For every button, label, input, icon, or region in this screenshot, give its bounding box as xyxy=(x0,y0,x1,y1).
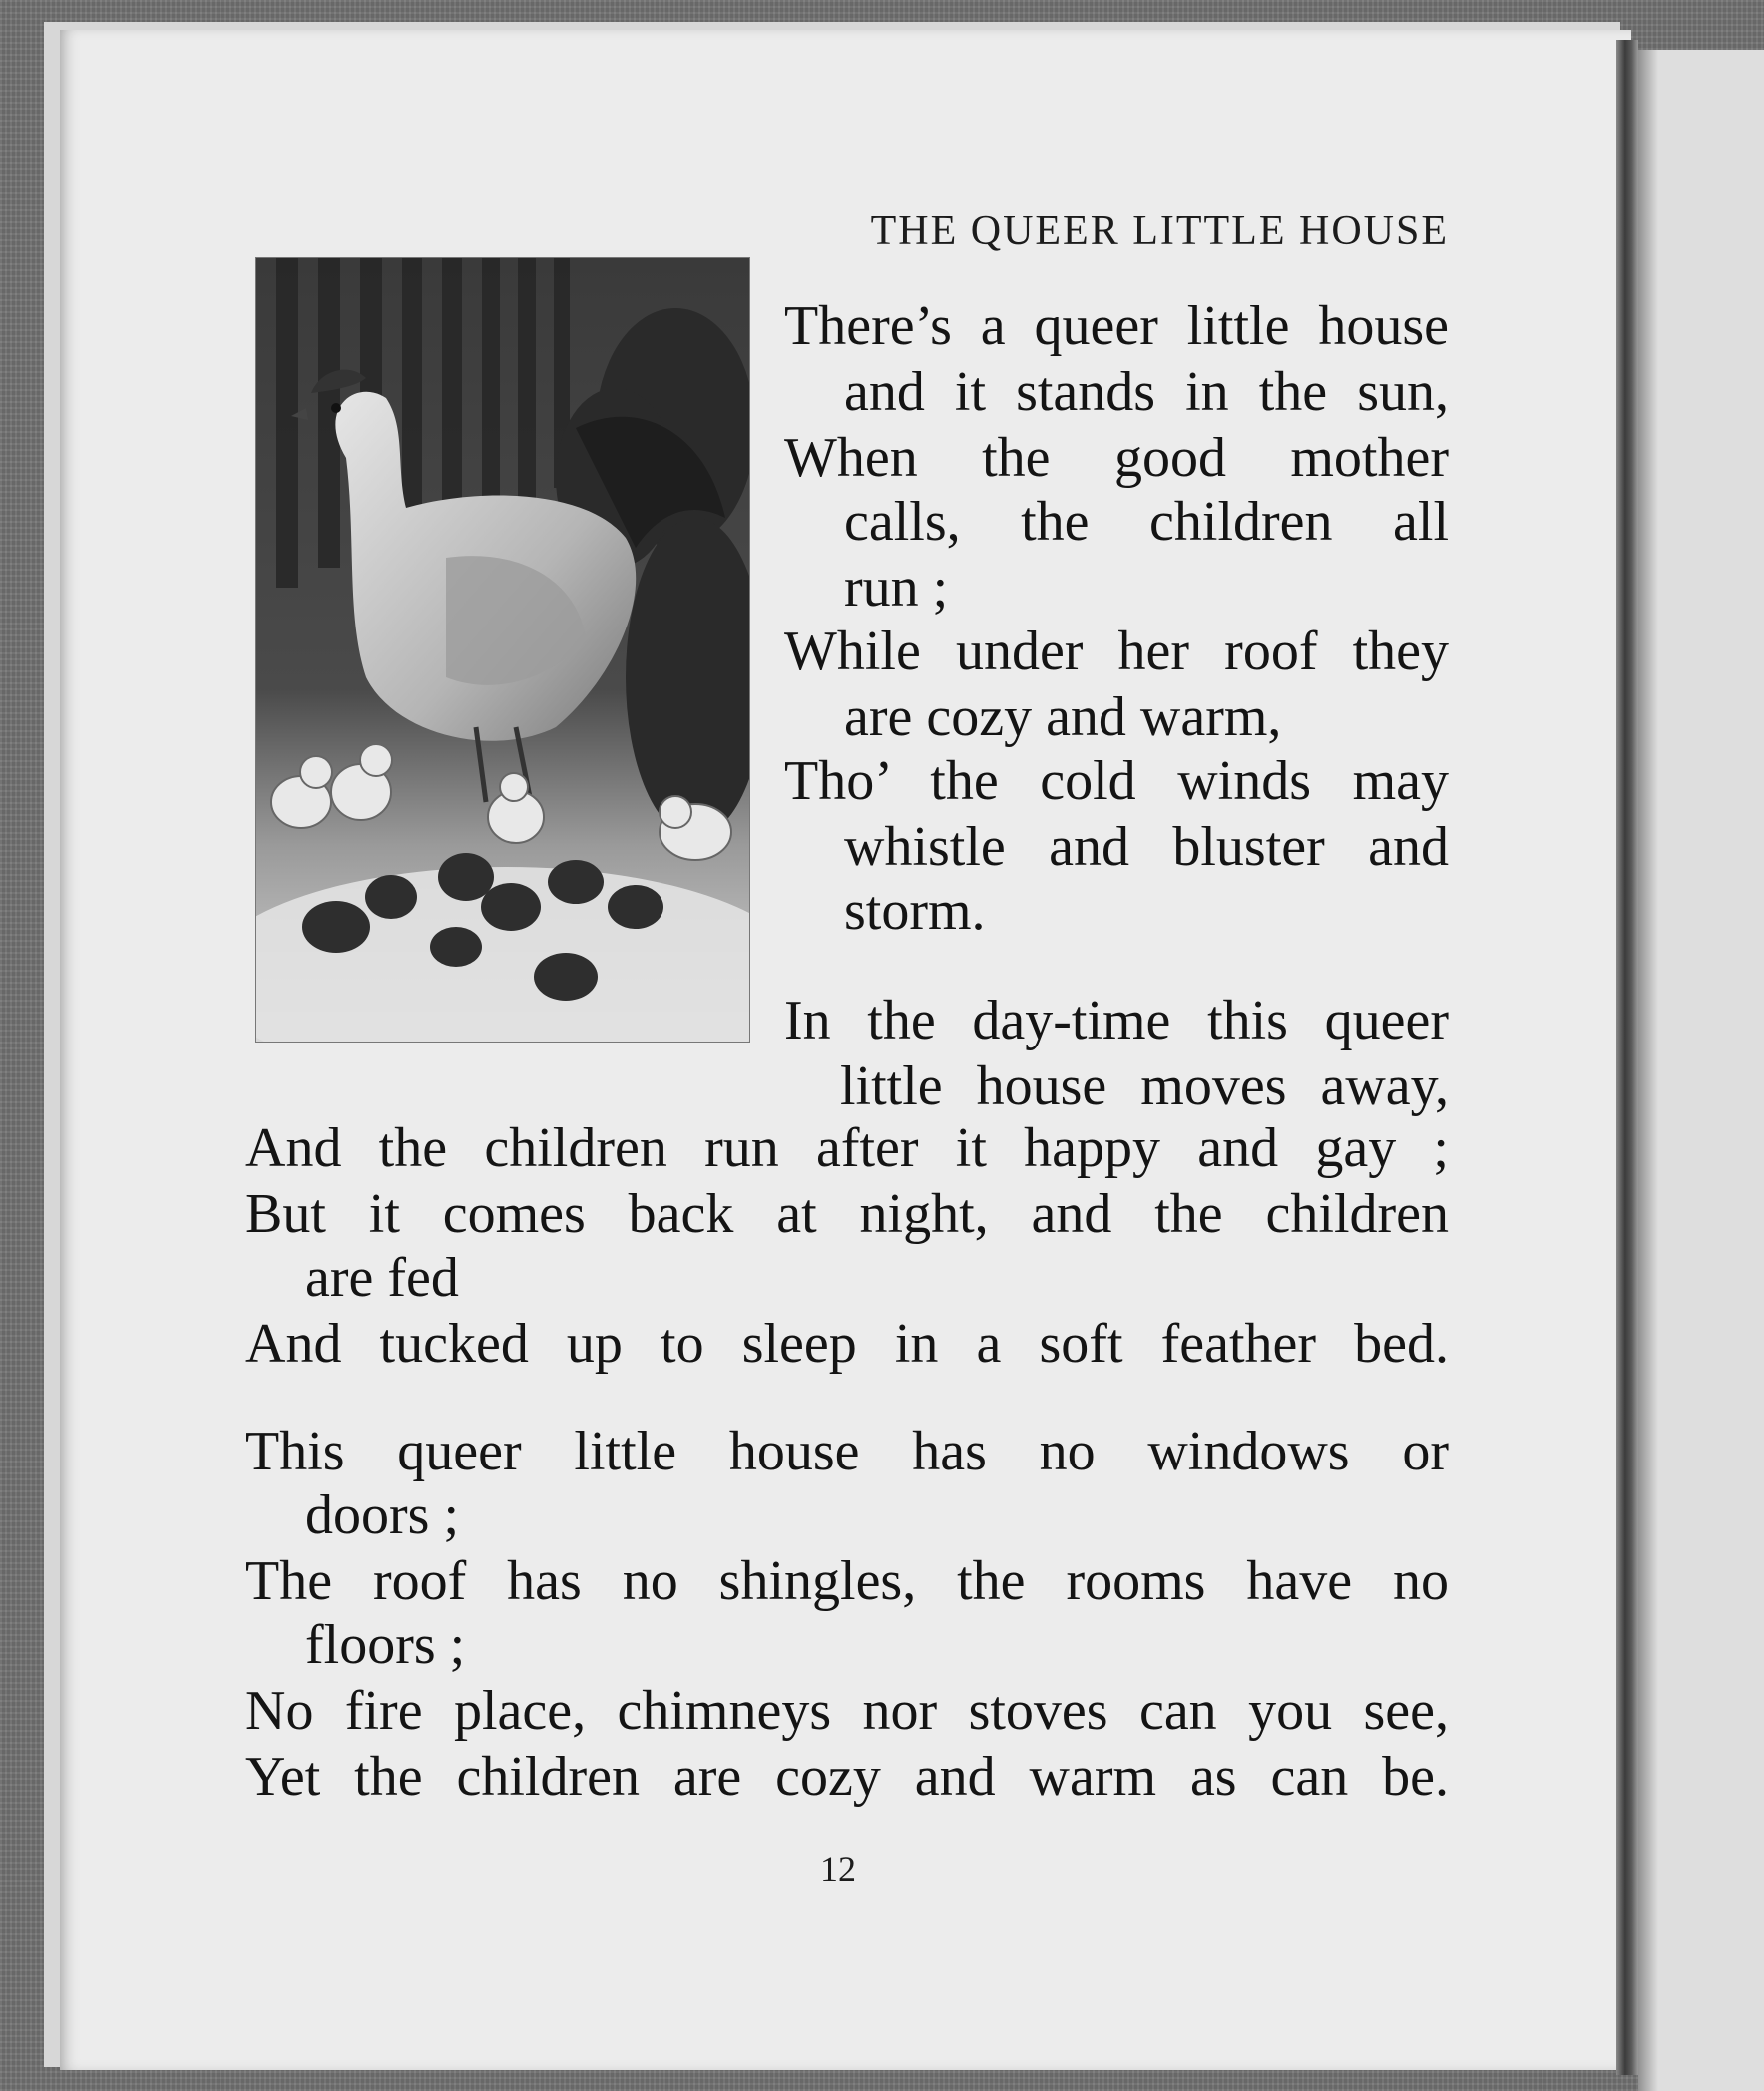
poem-line: floors ; xyxy=(305,1614,466,1676)
poem-line: When the good mother xyxy=(784,427,1449,489)
hen-and-chicks-image xyxy=(256,258,749,1042)
hen-and-chicks-illustration xyxy=(255,257,750,1043)
poem-line: whistle and bluster and xyxy=(844,816,1449,878)
poem-line: No fire place, chimneys nor stoves can you see, xyxy=(245,1680,1449,1742)
poem-line: While under her roof they xyxy=(784,621,1449,682)
poem-line: There’s a queer little house xyxy=(784,295,1449,357)
page-title: THE QUEER LITTLE HOUSE xyxy=(870,209,1449,254)
poem-line: and it stands in the sun, xyxy=(844,361,1449,423)
poem-line: Yet the children are cozy and warm as can be. xyxy=(245,1746,1449,1808)
poem-line: little house moves away, xyxy=(840,1055,1449,1117)
poem-line: In the day-time this queer xyxy=(784,990,1449,1051)
poem-line: The roof has no shingles, the rooms have no xyxy=(245,1550,1449,1612)
poem-line: Tho’ the cold winds may xyxy=(784,750,1449,812)
poem-line: And the children run after it happy and gay ; xyxy=(245,1117,1449,1179)
poem-line: And tucked up to sleep in a soft feather bed. xyxy=(245,1313,1449,1375)
poem-line: This queer little house has no windows or xyxy=(245,1421,1449,1482)
poem-line: storm. xyxy=(844,880,986,942)
facing-page-shadow xyxy=(1638,50,1658,2091)
poem-line: are fed xyxy=(305,1247,459,1309)
poem-line: are cozy and warm, xyxy=(844,686,1282,748)
book-gutter xyxy=(1616,40,1638,2075)
poem-line: calls, the children all xyxy=(844,491,1449,553)
poem-line: doors ; xyxy=(305,1484,459,1546)
poem-line: run ; xyxy=(844,557,949,619)
page-number: 12 xyxy=(820,1849,856,1888)
poem-line: But it comes back at night, and the children xyxy=(245,1183,1449,1245)
